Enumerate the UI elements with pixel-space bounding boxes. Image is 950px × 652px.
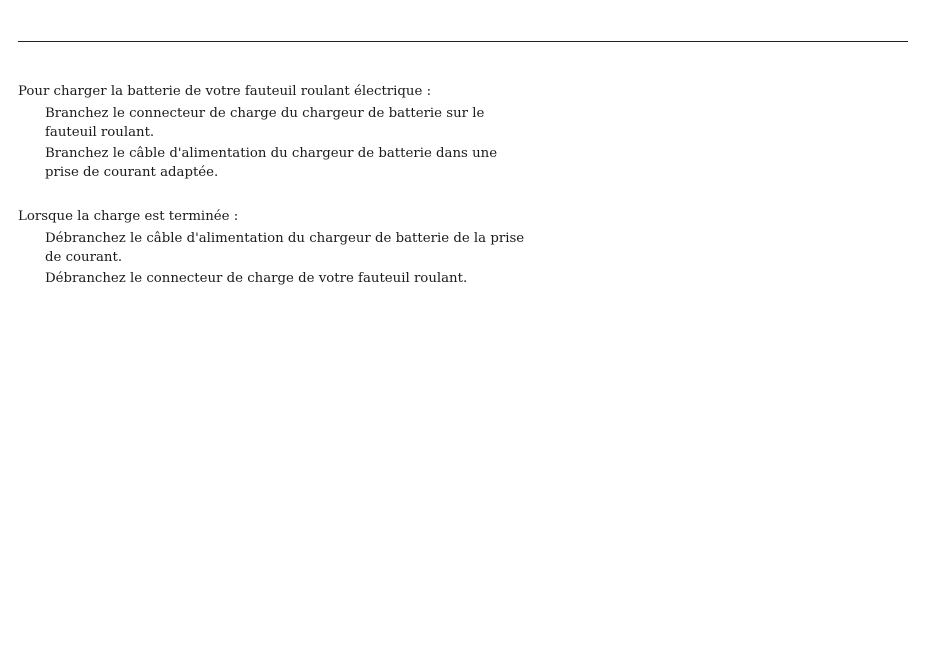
after-charging-step-disconnect-chair: Débranchez le connecteur de charge de votre fauteuil roulant. [45,271,468,286]
charging-steps [18,104,558,182]
charging-step-connect-chair: Branchez le connecteur de charge du chargeur de batterie sur le fauteuil roulant. [45,106,485,140]
header-rule [18,41,908,42]
charging-step-plug-outlet: Branchez le câble d'alimentation du chargeur de batterie dans une prise de courant adaptée. [45,146,498,180]
charging-section [18,82,558,182]
after-charging-section [18,207,558,288]
after-charging-step-unplug-outlet: Débranchez le câble d'alimentation du chargeur de batterie de la prise de courant. [45,231,525,265]
after-charging-steps [18,229,558,288]
charging-intro: Pour charger la batterie de votre fauteuil roulant électrique : [18,84,432,99]
after-charging-intro: Lorsque la charge est terminée : [18,209,239,224]
document-body [18,82,558,290]
